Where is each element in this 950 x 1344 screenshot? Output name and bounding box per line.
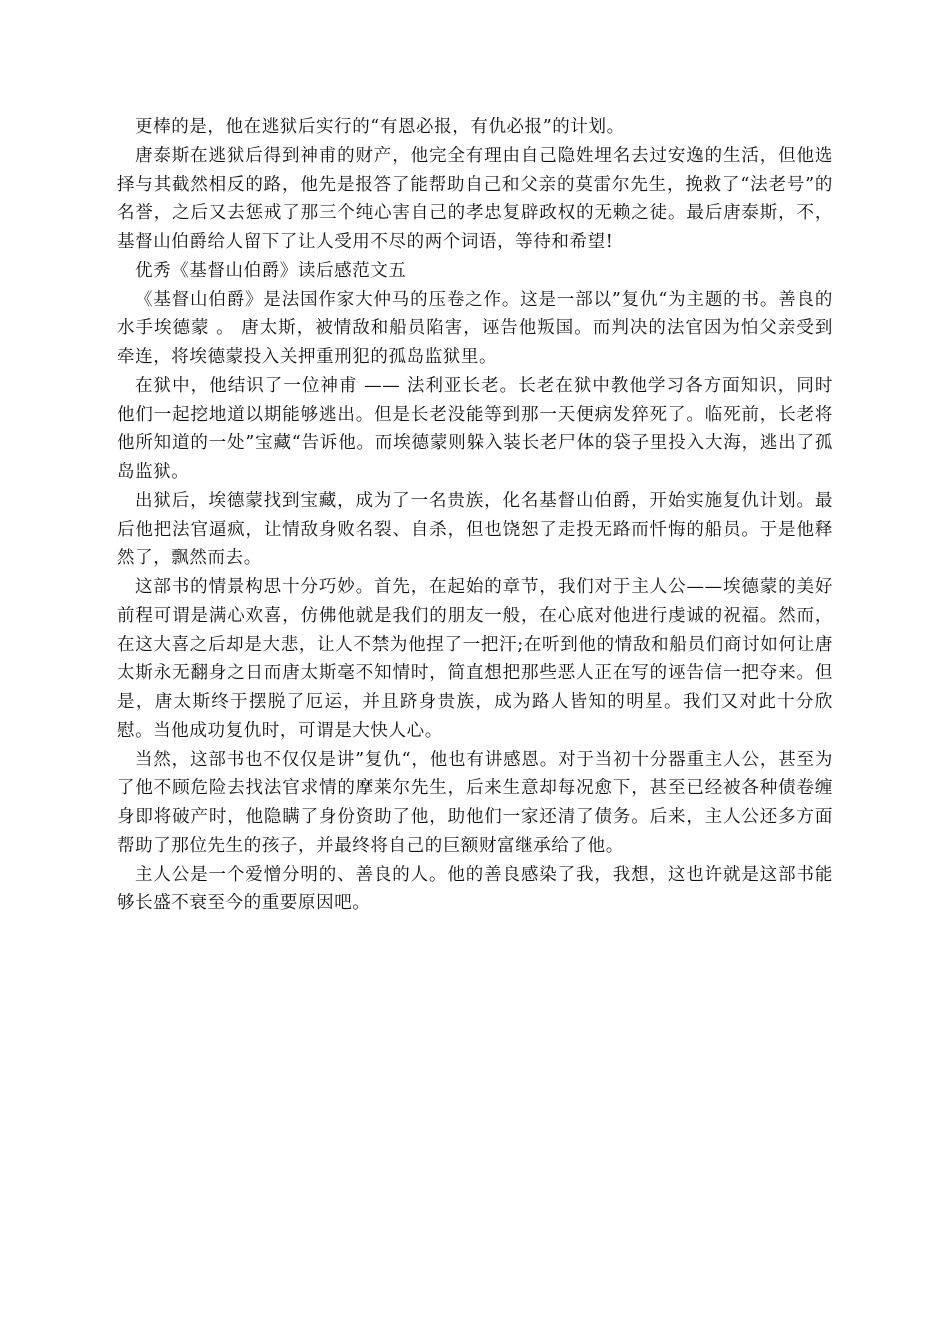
paragraph: 《基督山伯爵》是法国作家大仲马的压卷之作。这是一部以”复仇“为主题的书。善良的水手埃德蒙 。 唐太斯，被情敌和船员陷害，诬告他叛国。而判决的法官因为怕父亲受到牵连，将埃德蒙投入关押重刑犯的孤岛监狱里。 <box>117 289 833 367</box>
paragraph: 主人公是一个爱憎分明的、善良的人。他的善良感染了我，我想，这也许就是这部书能够长盛不衰至今的重要原因吧。 <box>117 864 833 914</box>
paragraph: 在狱中，他结识了一位神甫 —— 法利亚长老。长老在狱中教他学习各方面知识，同时他们一起挖地道以期能够逃出。但是长老没能等到那一天便病发猝死了。临死前，长老将他所知道的一处”宝藏“告诉他。而埃德蒙则躲入装长老尸体的袋子里投入大海，逃出了孤岛监狱。 <box>117 375 833 482</box>
paragraph: 这部书的情景构思十分巧妙。首先，在起始的章节，我们对于主人公——埃德蒙的美好前程可谓是满心欢喜，仿佛他就是我们的朋友一般，在心底对他进行虔诚的祝福。然而，在这大喜之后却是大悲，让人不禁为他捏了一把汗;在听到他的情敌和船员们商讨如何让唐太斯永无翻身之日而唐太斯毫不知情时，简直想把那些恶人正在写的诬告信一把夺来。但是，唐太斯终于摆脱了厄运，并且跻身贵族，成为路人皆知的明星。我们又对此十分欣慰。当他成功复仇时，可谓是大快人心。 <box>117 577 834 741</box>
paragraph: 出狱后，埃德蒙找到宝藏，成为了一名贵族，化名基督山伯爵，开始实施复仇计划。最后他把法官逼疯，让情敌身败名裂、自杀，但也饶恕了走投无路而忏悔的船员。于是他释然了，飘然而去。 <box>117 490 833 569</box>
section-heading: 优秀《基督山伯爵》读后感范文五 <box>135 260 407 281</box>
paragraph: 唐泰斯在逃狱后得到神甫的财产，他完全有理由自己隐姓埋名去过安逸的生活，但他选择与其截然相反的路，他先是报答了能帮助自己和父亲的莫雷尔先生，挽救了“法老号”的名誉，之后又去惩戒了那三个纯心害自己的孝忠复辟政权的无赖之徒。最后唐泰斯，不，基督山伯爵给人留下了让人受用不尽的两个词语，等待和希望! <box>117 145 833 252</box>
paragraph: 当然，这部书也不仅仅是讲”复仇“，他也有讲感恩。对于当初十分器重主人公，甚至为了他不顾危险去找法官求情的摩莱尔先生，后来生意却每况愈下，甚至已经被各种债卷缠身即将破产时，他隐瞒了身份资助了他，助他们一家还清了债务。后来，主人公还多方面帮助了那位先生的孩子，并最终将自己的巨额财富继承给了他。 <box>117 749 833 856</box>
paragraph: 更棒的是，他在逃狱后实行的“有恩必报，有仇必报”的计划。 <box>135 117 625 137</box>
document-body <box>117 113 833 918</box>
